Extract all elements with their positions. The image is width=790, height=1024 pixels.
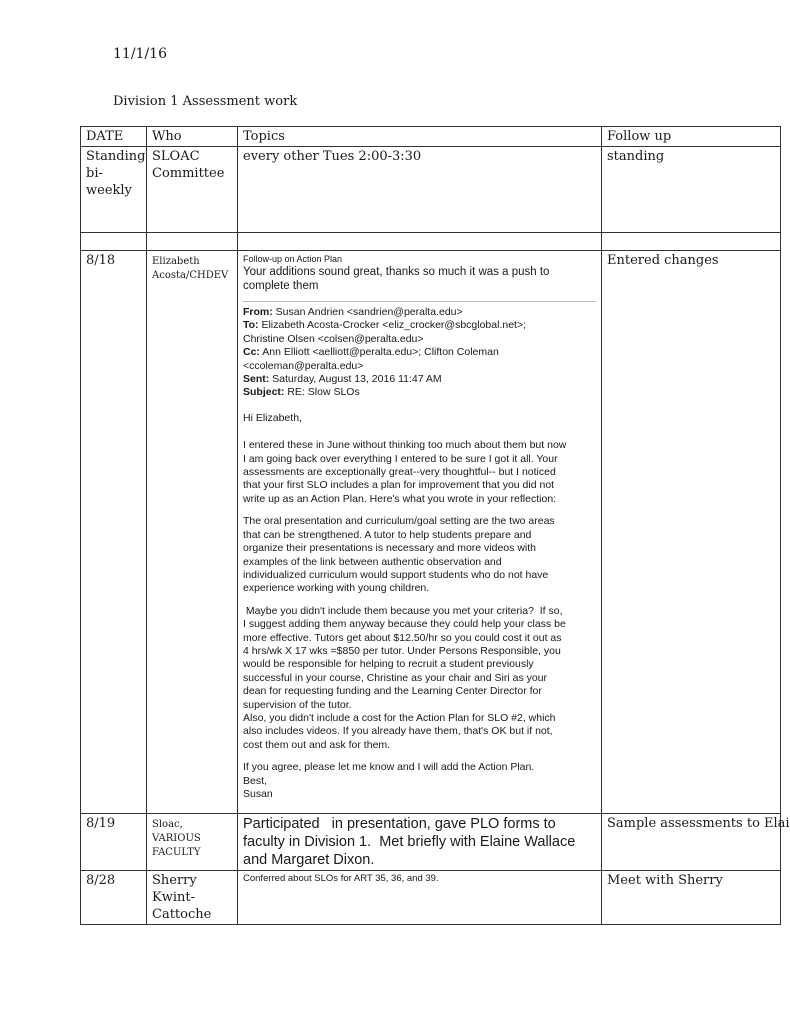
email-line: 4 hrs/wk X 17 wks =$850 per tutor. Under Persons Responsible, you bbox=[243, 644, 561, 657]
cell-date bbox=[81, 147, 147, 233]
email-line: I am going back over everything I entered to be sure I got it all. Your bbox=[243, 452, 558, 465]
who-line: Sherry bbox=[152, 873, 197, 888]
email-line: that your first SLO includes a plan for improvement that you did not bbox=[243, 479, 555, 492]
email-from bbox=[243, 306, 596, 319]
who-line: Elizabeth bbox=[152, 256, 200, 267]
date-line: weekly bbox=[86, 183, 132, 198]
who-line: Cattoche bbox=[152, 907, 212, 922]
table-header-row bbox=[81, 127, 781, 147]
email-line: Best, bbox=[243, 774, 267, 787]
email-line: write up as an Action Plan. Here's what you wrote in your reflection: bbox=[243, 492, 557, 505]
cell-who bbox=[147, 871, 238, 925]
table-row bbox=[81, 147, 781, 233]
email-to-label: To: bbox=[243, 319, 259, 332]
email-line: examples of the link between authentic observation and bbox=[243, 555, 502, 568]
table-row bbox=[81, 251, 781, 814]
who-line: Kwint- bbox=[152, 890, 195, 905]
cell-empty bbox=[238, 233, 602, 251]
cell-empty bbox=[602, 233, 781, 251]
who-line: FACULTY bbox=[152, 847, 201, 858]
cell-date: 8/19 bbox=[81, 814, 147, 871]
table-row bbox=[81, 871, 781, 925]
email-paragraph bbox=[243, 515, 596, 595]
cell-followup: Entered changes bbox=[602, 251, 781, 814]
topics-line: and Margaret Dixon. bbox=[243, 852, 375, 868]
email-reply-line: Your additions sound great, thanks so much it was a push to bbox=[243, 266, 550, 278]
email-to bbox=[243, 319, 596, 332]
document-date: 11/1/16 bbox=[113, 46, 167, 62]
email-line: also includes videos. If you already have them, that's OK but if not, bbox=[243, 725, 553, 738]
email-thread-title: Follow-up on Action Plan bbox=[243, 254, 343, 264]
email-line: I entered these in June without thinking too much about them but now bbox=[243, 439, 567, 452]
cell-who bbox=[147, 814, 238, 871]
email-sent bbox=[243, 373, 596, 386]
cell-topics: every other Tues 2:00-3:30 bbox=[238, 147, 602, 233]
cell-followup: Meet with Sherry bbox=[602, 871, 781, 925]
email-line: experience working with young children. bbox=[243, 582, 430, 595]
email-subject-value: RE: Slow SLOs bbox=[287, 386, 360, 399]
who-line: Sloac, VARIOUS bbox=[152, 819, 201, 844]
email-line: organize their presentations is necessary and more videos with bbox=[243, 542, 536, 555]
email-paragraph bbox=[243, 761, 596, 801]
email-from-label: From: bbox=[243, 306, 273, 318]
email-greeting: Hi Elizabeth, bbox=[243, 411, 302, 424]
cell-topics-email bbox=[238, 251, 602, 814]
email-line: cost them out and ask for them. bbox=[243, 738, 391, 751]
email-to-cont: Christine Olsen <colsen@peralta.edu> bbox=[243, 332, 424, 345]
email-excerpt bbox=[243, 254, 596, 801]
email-cc-cont: <ccoleman@peralta.edu> bbox=[243, 359, 364, 372]
assessment-table bbox=[80, 126, 790, 925]
header-topics: Topics bbox=[238, 127, 602, 147]
document-title: Division 1 Assessment work bbox=[113, 94, 298, 109]
email-sent-label: Sent: bbox=[243, 373, 270, 386]
email-cc bbox=[243, 346, 596, 359]
who-line: Acosta/CHDEV bbox=[152, 270, 229, 281]
email-line: successful in your course, Christine as your chair and Siri as your bbox=[243, 671, 548, 684]
email-signature: Susan bbox=[243, 788, 273, 800]
email-paragraph bbox=[243, 439, 596, 506]
email-line: dean for requesting funding and the Learning Center Director for bbox=[243, 685, 542, 698]
email-line: more effective. Tutors get about $12.50/hr so you could cost it out as bbox=[243, 631, 562, 644]
email-sent-value: Saturday, August 13, 2016 11:47 AM bbox=[272, 373, 442, 386]
email-divider bbox=[243, 301, 596, 302]
cell-date: 8/28 bbox=[81, 871, 147, 925]
topics-text: Conferred about SLOs for ART 35, 36, and 39. bbox=[243, 873, 439, 884]
table-row-empty bbox=[81, 233, 781, 251]
who-line: SLOAC bbox=[152, 149, 200, 164]
email-line: assessments are exceptionally great--very thoughtful-- but I noticed bbox=[243, 466, 556, 479]
cell-who bbox=[147, 147, 238, 233]
email-subject-label: Subject: bbox=[243, 386, 285, 399]
topics-line: faculty in Division 1. Met briefly with Elaine Wallace bbox=[243, 834, 576, 850]
email-line: that can be strengthened. A tutor to help students prepare and bbox=[243, 528, 532, 541]
cell-who bbox=[147, 251, 238, 814]
email-reply-line: complete them bbox=[243, 280, 319, 292]
date-line: Standing bbox=[86, 149, 146, 164]
cell-topics bbox=[238, 871, 602, 925]
cell-topics bbox=[238, 814, 602, 871]
email-line: If you agree, please let me know and I will add the Action Plan. bbox=[243, 761, 535, 774]
email-line: supervision of the tutor. bbox=[243, 698, 352, 711]
cell-empty bbox=[81, 233, 147, 251]
table-row bbox=[81, 814, 781, 871]
email-line: Also, you didn't include a cost for the Action Plan for SLO #2, which bbox=[243, 711, 556, 724]
date-line: bi- bbox=[86, 166, 103, 181]
header-who: Who bbox=[147, 127, 238, 147]
email-line: would be responsible for helping to recruit a student previously bbox=[243, 658, 534, 671]
header-date: DATE bbox=[81, 127, 147, 147]
email-paragraph bbox=[243, 605, 596, 752]
cell-followup: Sample assessments to Elai bbox=[602, 814, 781, 871]
email-to-value: Elizabeth Acosta-Crocker <eliz_crocker@sbcglobal.net>; bbox=[261, 319, 527, 332]
email-cc-label: Cc: bbox=[243, 346, 260, 359]
cell-followup: standing bbox=[602, 147, 781, 233]
topics-line: Participated in presentation, gave PLO forms to bbox=[243, 816, 556, 832]
email-from-value: Susan Andrien <sandrien@peralta.edu> bbox=[275, 306, 463, 318]
who-line: Committee bbox=[152, 166, 225, 181]
email-subject bbox=[243, 386, 596, 399]
email-line: I suggest adding them anyway because they could help your class be bbox=[243, 618, 566, 631]
cell-date: 8/18 bbox=[81, 251, 147, 814]
email-line: Maybe you didn't include them because you met your criteria? If so, bbox=[243, 604, 563, 617]
email-line: The oral presentation and curriculum/goal setting are the two areas bbox=[243, 515, 555, 528]
email-cc-value: Ann Elliott <aelliott@peralta.edu>; Clifton Coleman bbox=[262, 346, 499, 359]
cell-empty bbox=[147, 233, 238, 251]
header-followup: Follow up bbox=[602, 127, 781, 147]
email-line: individualized curriculum would support students who do not have bbox=[243, 568, 549, 581]
